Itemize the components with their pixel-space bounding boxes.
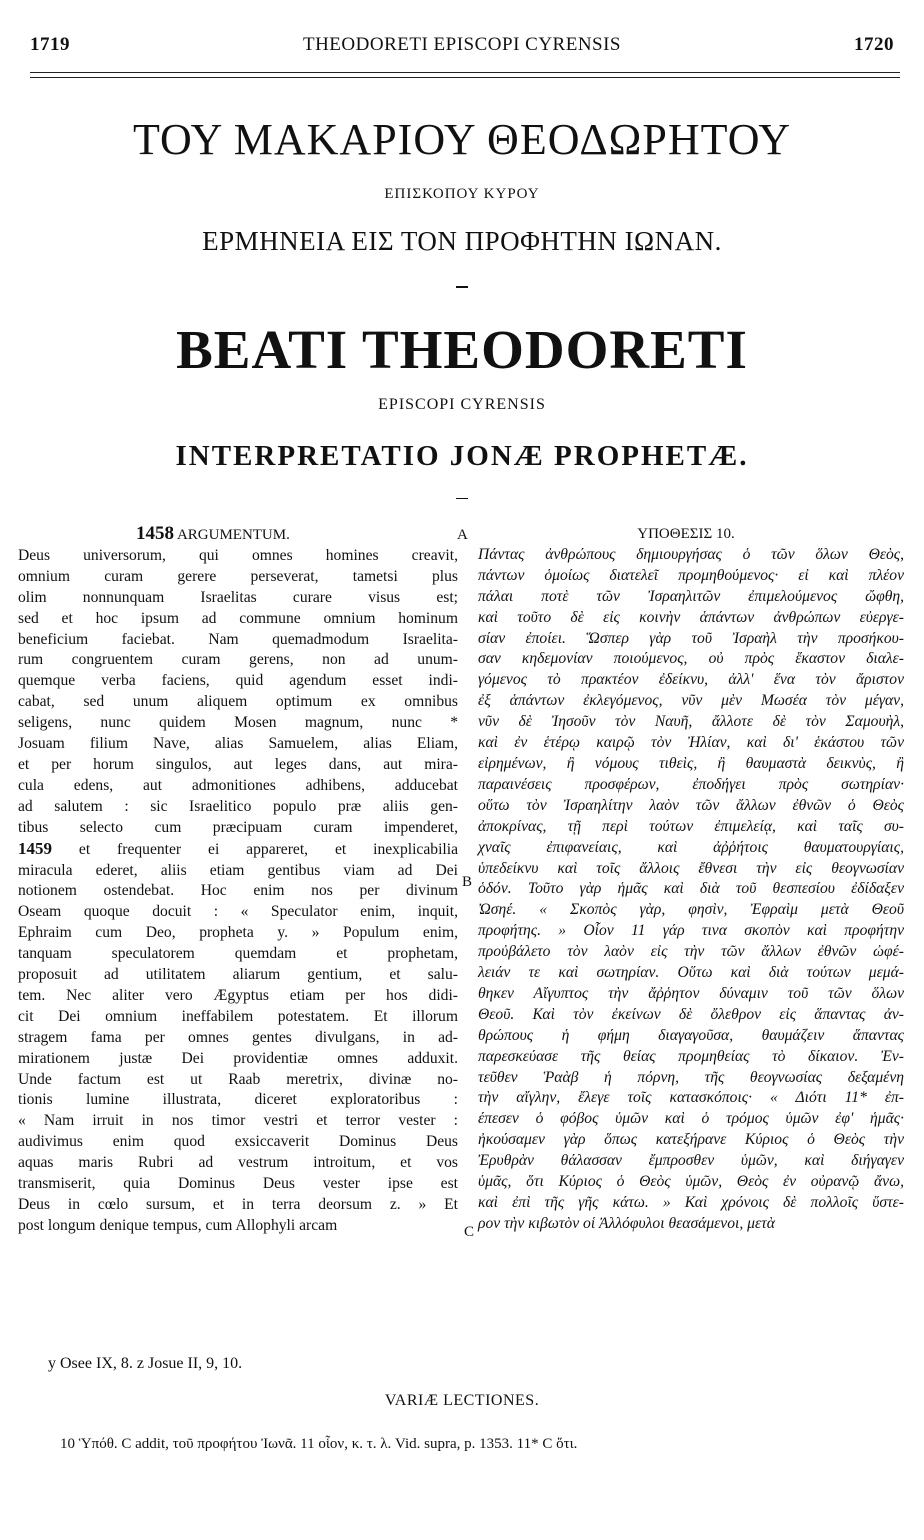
- greek-text-line: καὶ ἐπὶ τῆς γῆς κάτω. » Καὶ χρόνοις δὲ πολλοῖς ὕστε-: [478, 1194, 904, 1211]
- latin-text-line: tem. Nec aliter vero Ægyptus etiam per hos didi-: [18, 986, 458, 1004]
- greek-text-line: ὁδόν. Τοῦτο γὰρ ἡμᾶς καὶ διὰ τοῦ θεσπεσίου ἐδίδαξεν: [478, 880, 904, 898]
- margin-marker-b: B: [462, 874, 473, 890]
- greek-text-line: νῦν δὲ Ἰησοῦν τὸν Ναυῆ, ἄλλοτε δὲ τὸν Σαμουὴλ,: [478, 713, 904, 731]
- greek-text-line: τὴν αἴγλην, ἔλεγε τοῖς κατασκόποις· « Διότι 11* ἐπ-: [478, 1089, 904, 1107]
- latin-text-line: « Nam irruit in nos timor vestri et terror vester :: [18, 1112, 458, 1130]
- greek-text-line: προὐβάλετο τὸν λαὸν εἰς τὴν τῶν ἄλλων ἐθνῶν ὠφέ-: [478, 943, 904, 961]
- greek-text-line: καὶ ἐν ἑτέρῳ καιρῷ τὸν Ἠλίαν, καὶ δι' ἑκάστου τῶν: [478, 734, 904, 752]
- latin-text-line: tibus selecto cum præcipuam curam impenderet,: [18, 818, 458, 836]
- header-rule-top: [30, 72, 900, 73]
- latin-text-line: stragem fama per omnes gentes divulgans, in ad-: [18, 1028, 458, 1046]
- greek-text-line: παραινέσεις προσφέρων, ἐποδήγει πρὸς σωτηρίαν·: [478, 775, 904, 793]
- greek-text-line: πάλαι ποτὲ τῶν Ἰσραηλιτῶν ἐπιμελούμενος ὤφθη,: [478, 587, 904, 605]
- latin-text-line: olim nonnunquam Israelitas curare visus est;: [18, 588, 458, 606]
- greek-text-line: ρον τὴν κιβωτὸν οἱ Ἀλλόφυλοι θεασάμενοι, μετὰ: [478, 1214, 775, 1232]
- title-separator-2: [456, 498, 468, 499]
- greek-text-line: πάντων ὁμοίως διατελεῖ προμηθούμενος· εἰ καὶ πλέον: [478, 566, 904, 584]
- running-title: THEODORETI EPISCOPI CYRENSIS: [302, 34, 622, 55]
- margin-marker-a: A: [457, 527, 468, 543]
- greek-text-line: τεῦθεν Ῥαὰβ ἡ πόρνη, τῆς θεογνωσίας δεξαμένη: [478, 1068, 904, 1086]
- margin-marker-c: C: [464, 1224, 475, 1240]
- latin-text-line: proposuit ad utilitatem aliarum gentium, et salu-: [18, 966, 458, 984]
- latin-text-line: mirationem justæ Dei providentiæ omnes adduxit.: [18, 1049, 458, 1067]
- greek-column-heading: ΥΠΟΘΕΣΙΣ 10.: [637, 526, 735, 542]
- latin-text-line: Oseam quoque docuit : « Speculator enim, inquit,: [18, 903, 458, 921]
- greek-text-line: εἰρημένων, ἢ νόμους τιθεὶς, ἢ θαυμαστὰ δεικνὺς, ἢ: [478, 754, 904, 772]
- latin-text-line: [18, 839, 458, 861]
- latin-text-line: audivimus enim quod exsiccaverit Dominus Deus: [18, 1133, 458, 1151]
- title-separator: [456, 286, 468, 288]
- latin-text-line: omnium curam gerere perseverat, tametsi plus: [18, 567, 458, 585]
- greek-text-line: θρώπους ἡ φήμη διαγαγοῦσα, θαυμάζειν ἅπαντας: [478, 1026, 904, 1044]
- latin-title-work: INTERPRETATIO JONÆ PROPHETÆ.: [175, 440, 749, 472]
- greek-text-line: σίαν ἐποίει. Ὥσπερ γὰρ τοῦ Ἰσραὴλ τὴν προσήκου-: [478, 629, 904, 647]
- latin-text-line: sed et hoc ipsum ad commune omnium hominum: [18, 609, 458, 627]
- latin-text-line-text: et frequenter ei appareret, et inexplicabilia: [78, 840, 458, 858]
- footnotes: y Osee IX, 8. z Josue II, 9, 10.: [48, 1355, 243, 1372]
- latin-text-line: ad salutem : sic Israelitico populo præ aliis gen-: [18, 797, 458, 815]
- header-rule-bottom: [30, 77, 900, 78]
- greek-text-line: Ἐρυθρὰν θάλασσαν ἔμπροσθεν ὑμῶν, καὶ διήγαγεν: [478, 1152, 904, 1170]
- latin-text-line: tanquam speculatorem quemdam et prophetam,: [18, 945, 458, 963]
- latin-text-line: post longum denique tempus, cum Allophyli arcam: [18, 1216, 338, 1234]
- greek-text-line: καὶ τοῦτο δὲ εἰς κοινὴν ἁπάντων ἀνθρώπων εὐεργε-: [478, 608, 904, 626]
- greek-text-line: ἐξ ἁπάντων ἐκλεγόμενος, νῦν μὲν Μωσέα τὸν μέγαν,: [478, 692, 904, 710]
- column-number: 1458: [136, 523, 174, 544]
- latin-text-line: cula edens, aut admonitiones adhibens, adducebat: [18, 776, 458, 794]
- latin-title-main: BEATI THEODORETI: [176, 319, 748, 380]
- greek-text-line: Ὠσηέ. « Σκοπὸς γὰρ, φησὶν, Ἐφραὶμ μετὰ Θεοῦ: [478, 901, 904, 919]
- variae-lectiones-heading: VARIÆ LECTIONES.: [384, 1392, 540, 1409]
- greek-text-line: οὕτω τὸν Ἰσραηλίτην λαὸν τῶν ἄλλων ἐθνῶν ὁ Θεὸς: [478, 796, 904, 814]
- latin-text-line: aquas maris Rubri ad vestrum introitum, et vos: [18, 1154, 458, 1172]
- greek-text-line: παρεσκεύασε τῆς θείας προμηθείας τὸ δίκαιον. Ἐν-: [478, 1047, 904, 1065]
- greek-text-line: Θεοῦ. Καὶ τὸν ἐκείνων δὲ ὄλεθρον εἰς ἅπαντας ἀν-: [478, 1005, 904, 1023]
- latin-column: [18, 524, 458, 1237]
- greek-title-main: ΤΟΥ ΜΑΚΑΡΙΟΥ ΘΕΟΔΩΡΗΤΟΥ: [132, 115, 792, 164]
- latin-text-line: et per horum singulos, aut leges dans, aut mira-: [18, 755, 458, 773]
- greek-column: [478, 524, 904, 1235]
- greek-text-line: θηκεν Αἴγυπτος τὴν ἄῤῥητον δύναμιν τοῦ τῶν ὅλων: [478, 984, 904, 1002]
- latin-text-line: tionis lumine illustrata, diceret exploratoribus :: [18, 1091, 458, 1109]
- running-head: [30, 34, 894, 58]
- greek-text-line: σαν κηδεμονίαν ποιούμενος, οὐ πρὸς ἕκαστον διαλε-: [478, 650, 904, 668]
- latin-text-line: notionem ostendebat. Hoc enim nos per divinum: [18, 882, 458, 900]
- inline-column-number: 1459: [18, 838, 52, 858]
- latin-title-subtitle: EPISCOPI CYRENSIS: [378, 396, 546, 413]
- latin-text-line: Unde factum est ut Raab meretrix, divinæ no-: [18, 1070, 458, 1088]
- variae-lectiones-line: 10 Ὑπόθ. C addit, τοῦ προφήτου Ἰωνᾶ. 11 οἷον, κ. τ. λ. Vid. supra, p. 1353. 11* C ὅτι.: [60, 1436, 578, 1452]
- latin-text-line: Deus in cœlo sursum, et in terra deorsum z. » Et: [18, 1196, 458, 1213]
- latin-column-heading: [18, 524, 458, 546]
- argumentum-heading: ARGUMENTUM.: [176, 527, 290, 543]
- latin-text-line: rum congruentem curam gerens, non ad unum-: [18, 651, 458, 669]
- latin-text-line: cit Dei omnium ineffabilem potestatem. Et illorum: [18, 1007, 458, 1025]
- greek-text-line: ὑπεδείκνυ καὶ τοῖς ἄλλοις ἔθνεσι τὴν εἰς θεογνωσίαν: [478, 859, 904, 877]
- page-number-left: 1719: [30, 34, 70, 55]
- greek-text-line: χναῖς ἐπιφανείαις, καὶ ἀῤῥήτοις θαυματουργίαις,: [478, 838, 904, 856]
- latin-text-line: miracula ederet, aliis etiam gentibus viam ad Dei: [18, 861, 458, 879]
- greek-text-line: έπεσεν ὁ φόβος ὑμῶν καὶ ὁ τρόμος ὑμῶν ἐφ' ἡμᾶς·: [478, 1110, 904, 1128]
- latin-text-line: Josuam filium Nave, alias Samuelem, alias Eliam,: [18, 735, 458, 753]
- greek-text-line: λειάν τε καὶ σωτηρίαν. Οὕτω καὶ διὰ τούτων μεμά-: [478, 964, 904, 982]
- greek-text-line: ἠκούσαμεν γὰρ ὅπως κατεξήρανε Κύριος ὁ Θεὸς τὴν: [478, 1131, 904, 1149]
- greek-text-line: ἀποκρίνας, τῇ περὶ τούτων ἐπιμελείᾳ, καὶ ταῖς συ-: [478, 817, 904, 835]
- latin-text-line: Ephraim cum Deo, propheta y. » Populum enim,: [18, 924, 458, 942]
- latin-text-line: seligens, nunc quidem Mosen magnum, nunc *: [18, 714, 458, 732]
- page-number-right: 1720: [854, 34, 894, 55]
- latin-text-line: quemque verba faciens, quid agendum esset indi-: [18, 672, 458, 690]
- latin-text-line: transmiserit, quia Dominus Deus vester ipse est: [18, 1175, 458, 1193]
- greek-title-subtitle: ΕΠΙΣΚΟΠΟΥ ΚΥΡΟΥ: [384, 186, 540, 202]
- greek-text-line: γόμενος τὸ πρακτέον ἐδείκνυ, ἀλλ' ἕνα τὸν ἄριστον: [478, 671, 904, 689]
- latin-text-line: Deus universorum, qui omnes homines creavit,: [18, 546, 458, 564]
- greek-title-work: ΕΡΜΗΝΕΙΑ ΕΙΣ ΤΟΝ ΠΡΟΦΗΤΗΝ ΙΩΝΑΝ.: [202, 226, 722, 256]
- greek-text-line: προφήτης. » Οἷον 11 γάρ τινα σκοπὸν καὶ προφήτην: [478, 922, 904, 940]
- greek-text-line: Πάντας ἀνθρώπους δημιουργήσας ὁ τῶν ὅλων Θεὸς,: [478, 545, 904, 563]
- greek-text-line: ὑμᾶς, ὅτι Κύριος ὁ Θεὸς ὑμῶν, Θεὸς ἐν οὐρανῷ ἄνω,: [478, 1173, 904, 1191]
- latin-text-line: cabat, sed unum aliquem optimum ex omnibus: [18, 693, 458, 711]
- latin-text-line: beneficium faciebat. Nam quemadmodum Israelita-: [18, 630, 458, 648]
